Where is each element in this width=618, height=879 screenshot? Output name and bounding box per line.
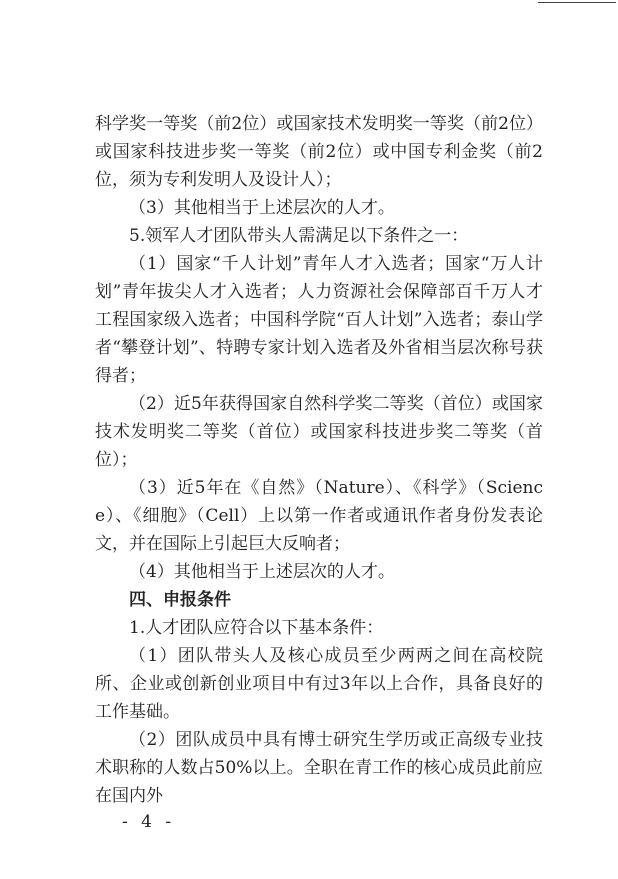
paragraph: 科学奖一等奖（前2位）或国家技术发明奖一等奖（前2位）或国家科技进步奖一等奖（前2位）或中国专利金奖（前2位，须为专利发明人及设计人）； <box>95 114 543 190</box>
paragraph: （4）其他相当于上述层次的人才。 <box>129 562 395 582</box>
paragraph: （3）其他相当于上述层次的人才。 <box>129 198 395 218</box>
paragraph: （2）近5年获得国家自然科学奖二等奖（首位）或国家技术发明奖二等奖（首位）或国家科技进步奖二等奖（首位）； <box>95 394 543 470</box>
paragraph: （2）团队成员中具有博士研究生学历或正高级专业技术职称的人数占50%以上。全职在青工作的核心成员此前应在国内外 <box>95 730 543 806</box>
paragraph: 5.领军人才团队带头人需满足以下条件之一： <box>129 226 469 246</box>
paragraph: （1）团队带头人及核心成员至少两两之间在高校院所、企业或创新创业项目中有过3年以上合作，具备良好的工作基础。 <box>95 646 543 722</box>
document-body <box>95 110 543 810</box>
page-number: - 4 - <box>122 812 176 832</box>
paragraph: （3）近5年在《自然》（Nature）、《科学》（Science）、《细胞》（Cell）上以第一作者或通讯作者身份发表论文，并在国际上引起巨大反响者； <box>95 478 543 554</box>
section-heading: 四、申报条件 <box>129 590 231 610</box>
header-rule <box>538 2 616 3</box>
paragraph: 1.人才团队应符合以下基本条件： <box>129 618 384 638</box>
paragraph: （1）国家“千人计划”青年人才入选者；国家“万人计划”青年拔尖人才入选者；人力资源社会保障部百千万人才工程国家级入选者；中国科学院“百人计划”入选者；泰山学者“攀登计划”、特聘专家计划入选者及外省相当层次称号获得者； <box>95 254 543 386</box>
